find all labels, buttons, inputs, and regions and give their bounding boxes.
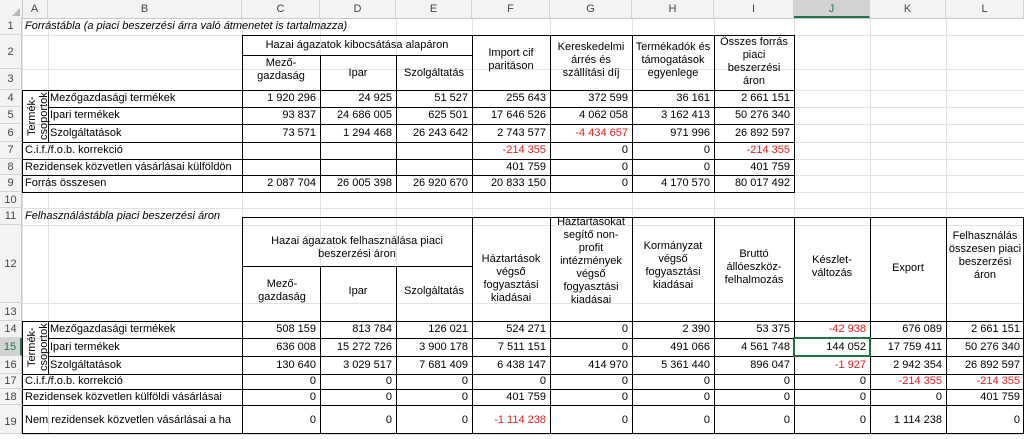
row18-k[interactable]: 0 (935, 391, 942, 403)
row-header-19[interactable]: 19 (0, 405, 22, 434)
border-h (242, 217, 1024, 218)
supply-table-title: Forrástábla (a piaci beszerzési árra való átmenetet is tartalmazza) (25, 20, 348, 32)
row-header-3[interactable]: 3 (0, 69, 22, 90)
border-v (22, 90, 23, 193)
row19-g[interactable]: 0 (621, 414, 628, 426)
row-header-1[interactable]: 1 (0, 18, 22, 35)
row19-d[interactable]: 0 (385, 414, 392, 426)
row7-i[interactable]: -214 355 (746, 144, 790, 156)
header2-agriculture: Mező-gazdaság (258, 278, 306, 303)
header-npish: Háztartásokat segítő non-profit intézmények végső fogyasztási kiadásai (557, 216, 625, 306)
row17-k[interactable]: -214 355 (898, 375, 942, 387)
row17-i[interactable]: 0 (783, 375, 790, 387)
row9-label: Forrás összesen (25, 177, 107, 189)
header-gfcf: Bruttó állóeszköz-felhalmozás (724, 248, 784, 286)
row14-h[interactable]: 2 390 (682, 323, 710, 335)
row5-h[interactable]: 3 162 413 (661, 109, 710, 121)
row17-c[interactable]: 0 (309, 375, 316, 387)
header-export: Export (892, 262, 924, 274)
border-h (242, 266, 473, 267)
row5-e[interactable]: 625 501 (428, 109, 468, 121)
header-total-supply: Összes forrás piaci beszerzési áron (720, 36, 788, 87)
border-h (22, 159, 795, 160)
row6-h[interactable]: 971 996 (670, 127, 710, 139)
row14-i[interactable]: 53 375 (756, 323, 790, 335)
column-header-h[interactable]: H (632, 0, 714, 18)
row19-h[interactable]: 0 (703, 414, 710, 426)
row8-g[interactable]: 0 (621, 161, 628, 173)
row14-l[interactable]: 2 661 151 (971, 323, 1020, 335)
border-v (794, 35, 795, 193)
header-trade-margins: Kereskedelmi árrés és szállítási díj (557, 41, 625, 79)
column-header-k[interactable]: K (870, 0, 946, 18)
product-groups-label-1: Termék-csoportok (26, 92, 50, 140)
row4-f[interactable]: 255 643 (506, 92, 546, 104)
row15-d[interactable]: 15 272 726 (336, 341, 392, 353)
row16-c[interactable]: 130 640 (276, 359, 316, 371)
column-header-d[interactable]: D (320, 0, 396, 18)
row-header-17[interactable]: 17 (0, 374, 22, 389)
border-h (22, 142, 795, 143)
row17-e[interactable]: 0 (461, 375, 468, 387)
row18-f[interactable]: 401 759 (506, 391, 546, 403)
row6-f[interactable]: 2 743 577 (497, 127, 546, 139)
header2-industry: Ipar (348, 285, 368, 297)
border-h (242, 35, 795, 36)
header-agriculture: Mező-gazdaság (257, 57, 305, 82)
row19-j[interactable]: 0 (859, 414, 866, 426)
border-h (48, 338, 1024, 339)
use-table-title: Felhasználástábla piaci beszerzési áron (25, 210, 221, 222)
border-h (22, 389, 1024, 390)
row-header-5[interactable]: 5 (0, 107, 22, 124)
row-header-16[interactable]: 16 (0, 356, 22, 374)
row9-c[interactable]: 2 087 704 (267, 177, 316, 189)
row4-h[interactable]: 36 161 (676, 92, 710, 104)
row17-g[interactable]: 0 (621, 375, 628, 387)
row6-g[interactable]: -4 434 657 (575, 127, 628, 139)
border-h (22, 405, 1024, 406)
row15-f[interactable]: 7 511 151 (497, 341, 546, 353)
row19-e[interactable]: 0 (461, 414, 468, 426)
column-header-j[interactable]: J (794, 0, 870, 18)
row-header-2[interactable]: 2 (0, 35, 22, 69)
row6-i[interactable]: 26 892 597 (734, 127, 790, 139)
row16-k[interactable]: 2 942 354 (893, 359, 942, 371)
header-household-consumption: Háztartások végső fogyasztási kiadásai (481, 253, 541, 304)
row9-h[interactable]: 4 170 570 (661, 177, 710, 189)
row4-g[interactable]: 372 599 (588, 92, 628, 104)
row14-k[interactable]: 676 089 (902, 323, 942, 335)
row15-c[interactable]: 636 008 (276, 341, 316, 353)
row17-d[interactable]: 0 (385, 375, 392, 387)
row6-c[interactable]: 73 571 (282, 127, 316, 139)
row16-d[interactable]: 3 029 517 (343, 359, 392, 371)
row18-i[interactable]: 0 (783, 391, 790, 403)
row6-e[interactable]: 26 243 642 (412, 127, 468, 139)
gridline-h (22, 434, 1024, 435)
row17-f[interactable]: 0 (539, 375, 546, 387)
row14-e[interactable]: 126 021 (428, 323, 468, 335)
row16-f[interactable]: 6 438 147 (497, 359, 546, 371)
header-product-taxes: Termékadók és támogatások egyenlege (635, 41, 711, 79)
row7-g[interactable]: 0 (621, 144, 628, 156)
row-header-15[interactable]: 15 (0, 338, 22, 356)
row8-f[interactable]: 401 759 (506, 161, 546, 173)
row17-l[interactable]: -214 355 (976, 375, 1020, 387)
row18-e[interactable]: 0 (461, 391, 468, 403)
row9-f[interactable]: 20 833 150 (490, 177, 546, 189)
border-v (22, 321, 23, 434)
row14-label: Mezőgazdasági termékek (50, 323, 176, 335)
border-h (242, 55, 473, 56)
row17-j[interactable]: 0 (859, 375, 866, 387)
row4-label: Mezőgazdasági termékek (50, 92, 176, 104)
border-h (22, 321, 1024, 322)
row14-f[interactable]: 524 271 (506, 323, 546, 335)
row14-j[interactable]: -42 938 (828, 323, 866, 335)
row8-h[interactable]: 0 (703, 161, 710, 173)
header-industry: Ipar (348, 67, 368, 79)
row9-i[interactable]: 80 017 492 (734, 177, 790, 189)
border-h (22, 175, 795, 176)
row5-i[interactable]: 50 276 340 (734, 109, 790, 121)
row16-i[interactable]: 896 047 (750, 359, 790, 371)
border-h (48, 124, 795, 125)
row5-label: Ipari termékek (50, 109, 120, 121)
header-domestic-output: Hazai ágazatok kibocsátása alapáron (265, 39, 449, 51)
row15-label: Ipari termékek (50, 341, 120, 353)
row16-e[interactable]: 7 681 409 (419, 359, 468, 371)
row16-label: Szolgáltatások (50, 359, 122, 371)
column-header-g[interactable]: G (550, 0, 632, 18)
row16-g[interactable]: 414 970 (588, 359, 628, 371)
row-header-7[interactable]: 7 (0, 142, 22, 159)
row5-c[interactable]: 93 837 (282, 109, 316, 121)
row5-g[interactable]: 4 062 058 (579, 109, 628, 121)
row4-d[interactable]: 24 925 (358, 92, 392, 104)
column-header-a[interactable]: A (22, 0, 48, 18)
selected-cell-j15[interactable] (793, 337, 871, 357)
row7-h[interactable]: 0 (703, 144, 710, 156)
row7-label: C.i.f./f.o.b. korrekció (25, 144, 123, 156)
column-header-f[interactable]: F (472, 0, 550, 18)
row9-d[interactable]: 26 005 398 (336, 177, 392, 189)
row15-i[interactable]: 4 561 748 (741, 341, 790, 353)
row8-i[interactable]: 401 759 (750, 161, 790, 173)
row5-f[interactable]: 17 646 526 (490, 109, 546, 121)
row19-f[interactable]: -1 114 238 (494, 414, 546, 426)
row19-c[interactable]: 0 (309, 414, 316, 426)
border-h (22, 90, 795, 91)
header2-services: Szolgáltatás (404, 285, 464, 297)
header-import-cif: Import cif paritáson (488, 47, 534, 72)
row19-i[interactable]: 0 (783, 414, 790, 426)
column-header-b[interactable]: B (48, 0, 242, 18)
header-domestic-use: Hazai ágazatok felhasználása piaci beszerzési áron (271, 235, 443, 260)
row15-j[interactable]: 144 052 (826, 341, 866, 353)
row-header-4[interactable]: 4 (0, 90, 22, 107)
header-inventory: Készlet-változás (811, 254, 853, 279)
header-total-use: Felhasználás összesen piaci beszerzési áron (948, 230, 1022, 281)
row-header-12[interactable]: 12 (0, 225, 22, 303)
column-header-l[interactable]: L (946, 0, 1024, 18)
row4-i[interactable]: 2 661 151 (741, 92, 790, 104)
header-services: Szolgáltatás (404, 67, 464, 79)
row14-c[interactable]: 508 159 (276, 323, 316, 335)
row18-l[interactable]: 401 759 (980, 391, 1020, 403)
row15-h[interactable]: 491 066 (670, 341, 710, 353)
row-header-10[interactable]: 10 (0, 192, 22, 208)
header-government: Kormányzat végső fogyasztási kiadásai (643, 240, 703, 291)
gridline-h (22, 208, 1024, 209)
row4-e[interactable]: 51 527 (434, 92, 468, 104)
row15-l[interactable]: 50 276 340 (964, 341, 1020, 353)
row7-f[interactable]: -214 355 (502, 144, 546, 156)
gridline-h (22, 225, 1024, 226)
row8-label: Rezidensek közvetlen vásárlásai külföldön (25, 161, 232, 173)
row14-d[interactable]: 813 784 (352, 323, 392, 335)
column-header-c[interactable]: C (242, 0, 320, 18)
row16-h[interactable]: 5 361 440 (661, 359, 710, 371)
row18-d[interactable]: 0 (385, 391, 392, 403)
row15-g[interactable]: 0 (621, 341, 628, 353)
row16-l[interactable]: 26 892 597 (964, 359, 1020, 371)
row9-e[interactable]: 26 920 670 (412, 177, 468, 189)
row-header-13[interactable]: 13 (0, 303, 22, 321)
row15-e[interactable]: 3 900 178 (419, 341, 468, 353)
column-header-i[interactable]: I (714, 0, 794, 18)
column-header-e[interactable]: E (396, 0, 472, 18)
row4-c[interactable]: 1 920 296 (267, 92, 316, 104)
row15-k[interactable]: 17 759 411 (887, 341, 942, 353)
row14-g[interactable]: 0 (621, 323, 628, 335)
row18-j[interactable]: 0 (859, 391, 866, 403)
row-header-8[interactable]: 8 (0, 159, 22, 175)
row19-label: Nem rezidensek közvetlen vásárlásai a ha (25, 414, 232, 426)
row5-d[interactable]: 24 686 005 (336, 109, 392, 121)
row-header-18[interactable]: 18 (0, 389, 22, 405)
border-h (48, 356, 1024, 357)
row-header-9[interactable]: 9 (0, 175, 22, 192)
row19-l[interactable]: 0 (1013, 414, 1020, 426)
row6-d[interactable]: 1 294 468 (343, 127, 392, 139)
row18-c[interactable]: 0 (309, 391, 316, 403)
row6-label: Szolgáltatások (50, 127, 122, 139)
select-all-corner[interactable] (0, 0, 23, 18)
row18-h[interactable]: 0 (703, 391, 710, 403)
border-h (22, 192, 795, 193)
border-h (48, 107, 795, 108)
row-header-14[interactable]: 14 (0, 321, 22, 338)
row19-k[interactable]: 1 114 238 (893, 414, 942, 426)
row18-g[interactable]: 0 (621, 391, 628, 403)
row17-h[interactable]: 0 (703, 375, 710, 387)
row17-label: C.i.f./f.o.b. korrekció (25, 375, 123, 387)
row18-label: Rezidensek közvetlen külföldi vásárlásai (25, 391, 222, 403)
row-header-6[interactable]: 6 (0, 124, 22, 142)
row16-j[interactable]: -1 927 (834, 359, 866, 371)
row9-g[interactable]: 0 (621, 177, 628, 189)
row-header-11[interactable]: 11 (0, 208, 22, 225)
product-groups-label-2: Termék-csoportok (26, 323, 50, 372)
